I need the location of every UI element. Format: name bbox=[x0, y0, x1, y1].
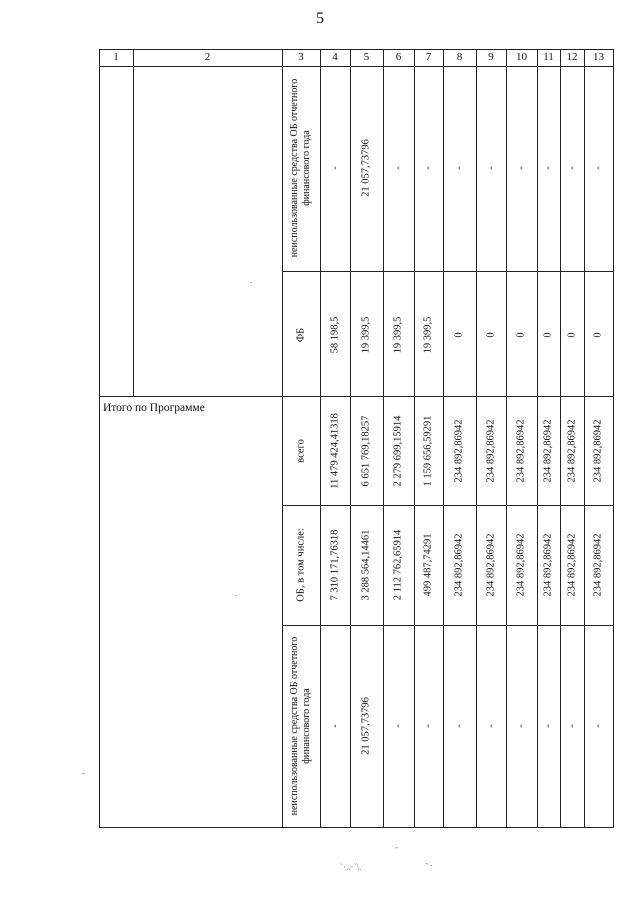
col-num: 9 bbox=[488, 51, 494, 63]
cell-value: - bbox=[422, 166, 434, 170]
row-label: ОБ, в том числе: bbox=[295, 528, 307, 602]
col-num: 2 bbox=[204, 51, 211, 63]
cell-value: 234 892,86942 bbox=[453, 419, 465, 483]
cell-value: 234 892,86942 bbox=[515, 419, 527, 483]
cell-value: 19 399,5 bbox=[392, 316, 404, 354]
cell-value: 0 bbox=[485, 332, 497, 338]
cell-value: 234 892,86942 bbox=[566, 419, 578, 483]
col-num: 11 bbox=[543, 51, 554, 63]
cell-value: - bbox=[453, 724, 465, 728]
cell-value: 19 399,5 bbox=[422, 316, 434, 354]
row-label: всего bbox=[295, 439, 307, 463]
col-num: 7 bbox=[425, 51, 432, 63]
cell-value: - bbox=[592, 724, 604, 728]
cell-value: 234 892,86942 bbox=[515, 533, 527, 597]
cell-value: 234 892,86942 bbox=[485, 419, 497, 483]
cell-value: 19 399,5 bbox=[360, 316, 372, 354]
cell-value: - bbox=[542, 724, 554, 728]
cell-value: - bbox=[542, 166, 554, 170]
cell-value: 0 bbox=[542, 332, 554, 338]
cell-value: - bbox=[485, 166, 497, 170]
col-num: 13 bbox=[593, 51, 604, 63]
cell-value: - bbox=[392, 166, 404, 170]
page-number: 5 bbox=[316, 10, 324, 27]
cell-value: 0 bbox=[592, 332, 604, 338]
cell-value: - bbox=[515, 724, 527, 728]
cell-value: 234 892,86942 bbox=[542, 533, 554, 597]
col-num: 3 bbox=[298, 51, 304, 63]
col-num: 10 bbox=[516, 51, 527, 63]
cell-value: - bbox=[566, 724, 578, 728]
cell-value: - bbox=[329, 166, 341, 170]
row-label: неиспользованные средства ОБ отчетного финансового года bbox=[289, 78, 312, 258]
cell-value: 234 892,86942 bbox=[485, 533, 497, 597]
cell-value: - bbox=[485, 724, 497, 728]
cell-value: 7 310 171,76318 bbox=[329, 529, 341, 601]
col-num: 6 bbox=[395, 51, 402, 63]
cell-value: 0 bbox=[566, 332, 578, 338]
cell-value: 1 159 656,59291 bbox=[422, 415, 434, 487]
cell-value: - bbox=[392, 724, 404, 728]
cell-value: 499 487,74291 bbox=[422, 533, 434, 597]
row-label: ФБ bbox=[295, 327, 307, 343]
cell-value: 3 288 564,14461 bbox=[360, 529, 372, 601]
cell-value: 6 651 769,18257 bbox=[360, 415, 372, 487]
cell-value: 11 479 424,41318 bbox=[329, 413, 341, 489]
cell-value: - bbox=[515, 166, 527, 170]
cell-value: - bbox=[566, 166, 578, 170]
cell-value: 234 892,86942 bbox=[592, 419, 604, 483]
cell-value: 2 279 699,15914 bbox=[392, 415, 404, 487]
col-num: 4 bbox=[332, 51, 338, 63]
cell-value: - bbox=[592, 166, 604, 170]
cell-value: - bbox=[453, 166, 465, 170]
col-num: 12 bbox=[566, 51, 578, 63]
row-label: неиспользованные средства ОБ отчетного финансового года bbox=[289, 636, 312, 816]
section-title: Итого по Программе bbox=[103, 402, 205, 414]
col-num: 5 bbox=[363, 51, 370, 63]
cell-value: 0 bbox=[515, 332, 527, 338]
cell-value: 234 892,86942 bbox=[566, 533, 578, 597]
cell-value: - bbox=[422, 724, 434, 728]
cell-value: 0 bbox=[453, 332, 465, 338]
cell-value: 2 112 762,65914 bbox=[392, 529, 404, 601]
cell-value: 21 057,73796 bbox=[360, 139, 372, 197]
cell-value: 234 892,86942 bbox=[542, 419, 554, 483]
cell-value: - bbox=[329, 724, 341, 728]
cell-value: 21 057,73796 bbox=[360, 697, 372, 755]
col-num: 8 bbox=[456, 51, 463, 63]
cell-value: 58 198,5 bbox=[329, 316, 341, 354]
col-num: 1 bbox=[113, 51, 119, 63]
cell-value: 234 892,86942 bbox=[592, 533, 604, 597]
cell-value: 234 892,86942 bbox=[453, 533, 465, 597]
